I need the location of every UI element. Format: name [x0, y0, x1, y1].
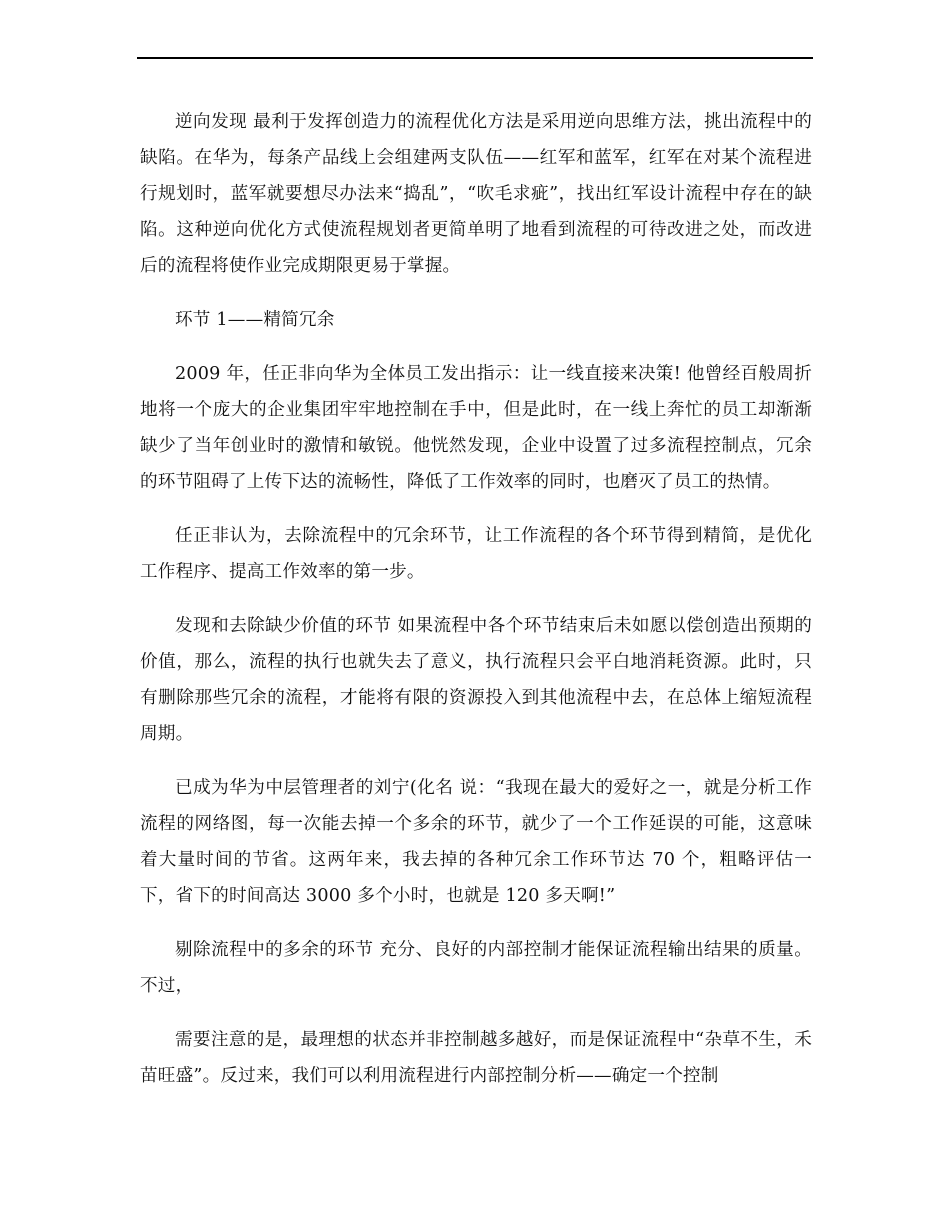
paragraph-ideal-state: 需要注意的是，最理想的状态并非控制越多越好，而是保证流程中“杂草不生，禾苗旺盛”。反过来，我们可以利用流程进行内部控制分析——确定一个控制 — [140, 1030, 812, 1086]
document-body — [140, 104, 812, 1112]
page-top-rule — [137, 57, 813, 59]
paragraph-ren-view: 任正非认为，去除流程中的冗余环节，让工作流程的各个环节得到精简，是优化工作程序、提高工作效率的第一步。 — [140, 526, 812, 582]
paragraph-liu-ning-quote: 已成为华为中层管理者的刘宁(化名 说：“我现在最大的爱好之一，就是分析工作流程的网络图，每一次能去掉一个多余的环节，就少了一个工作延误的可能，这意味着大量时间的节省。这两年来，我去掉的各种冗余工作环节达 70 个，粗略评估一下，省下的时间高达 3000 多个小时，也就是 120 多天啊!” — [140, 778, 812, 906]
paragraph-remove-low-value: 发现和去除缺少价值的环节 如果流程中各个环节结束后未如愿以偿创造出预期的价值，那么，流程的执行也就失去了意义，执行流程只会平白地消耗资源。此时，只有删除那些冗余的流程，才能将有限的资源投入到其他流程中去，在总体上缩短流程周期。 — [140, 616, 812, 744]
paragraph-reverse-discovery: 逆向发现 最利于发挥创造力的流程优化方法是采用逆向思维方法，挑出流程中的缺陷。在华为，每条产品线上会组建两支队伍——红军和蓝军，红军在对某个流程进行规划时，蓝军就要想尽办法来“捣乱”，“吹毛求疵”，找出红军设计流程中存在的缺陷。这种逆向优化方式使流程规划者更简单明了地看到流程的可待改进之处，而改进后的流程将使作业完成期限更易于掌握。 — [140, 112, 812, 276]
paragraph-ren-2009: 2009 年，任正非向华为全体员工发出指示：让一线直接来决策! 他曾经百般周折地将一个庞大的企业集团牢牢地控制在手中，但是此时，在一线上奔忙的员工却渐渐缺少了当年创业时的激情和敏锐。他恍然发现，企业中设置了过多流程控制点，冗余的环节阻碍了上传下达的流畅性，降低了工作效率的同时，也磨灭了员工的热情。 — [140, 364, 812, 492]
section-heading: 环节 1——精简冗余 — [175, 310, 335, 330]
paragraph-remove-extra-steps: 剔除流程中的多余的环节 充分、良好的内部控制才能保证流程输出结果的质量。不过， — [140, 940, 812, 996]
